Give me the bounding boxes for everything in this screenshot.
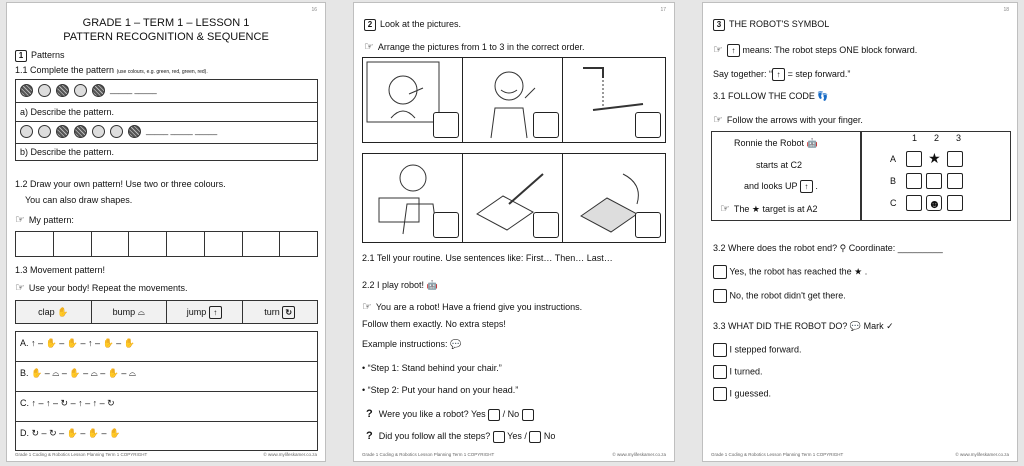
meaning-text: means: The robot steps ONE block forward. xyxy=(742,45,918,55)
col-header-2: 2 xyxy=(934,133,940,143)
pointing-hand-icon: ☞ xyxy=(15,282,25,294)
target-pre: The xyxy=(733,204,750,214)
circle-icon xyxy=(56,125,69,138)
divider xyxy=(16,421,317,422)
circle-icon xyxy=(20,84,33,97)
option-text: I turned. xyxy=(729,366,763,377)
pattern-cell[interactable] xyxy=(243,232,281,256)
pattern-cell[interactable] xyxy=(92,232,130,256)
location-pin-icon: ⚲ xyxy=(839,243,847,253)
move-turn xyxy=(243,301,318,323)
example-step-2: • “Step 2: Put your hand on your head.” xyxy=(362,385,519,395)
move-clap xyxy=(16,301,92,323)
order-box[interactable] xyxy=(533,112,559,138)
move-bump xyxy=(92,301,168,323)
pattern-row-b xyxy=(20,125,217,138)
arrow-up-icon: ↑ xyxy=(800,180,813,193)
grid-cell-c3[interactable] xyxy=(947,195,963,211)
grid-cell-a3[interactable] xyxy=(947,151,963,167)
arrow-up-icon: ↑ xyxy=(209,306,222,319)
footer-left: Grade 1 Coding & Robotics Lesson Planning Term 1 COPYRIGHT xyxy=(15,452,148,457)
row-sequence: ↻ – ↻ – ✋ – ✋ – ✋ xyxy=(31,428,121,438)
my-pattern-text: My pattern: xyxy=(28,215,74,225)
order-box[interactable] xyxy=(635,212,661,238)
stepped-checkbox[interactable] xyxy=(713,343,727,357)
no-checkbox[interactable] xyxy=(529,431,541,443)
robot-icon: ☻ xyxy=(928,196,941,211)
arrow-up-icon: ↑ xyxy=(727,44,740,57)
pointing-hand-icon: ☞ xyxy=(720,203,730,215)
robot-icon: 🤖 xyxy=(806,138,818,148)
movement-row-b xyxy=(20,368,136,379)
movement-row-c xyxy=(20,398,115,409)
q22-instruction-line2: Follow them exactly. No extra steps! xyxy=(362,319,506,329)
footer-right: © www.mylifeskamer.co.za xyxy=(955,452,1009,457)
code-grid-box xyxy=(861,131,1011,221)
steps-question xyxy=(366,430,555,443)
shoe-icon: ⌓ xyxy=(137,306,145,317)
movement-row-d xyxy=(20,428,120,439)
circle-icon xyxy=(74,125,87,138)
movement-rows xyxy=(15,331,318,451)
page-subtitle: PATTERN RECOGNITION & SEQUENCE xyxy=(63,31,269,43)
example-step-1: • “Step 1: Stand behind your chair.” xyxy=(362,363,502,373)
grid-row-b xyxy=(906,172,963,190)
movement-row-a xyxy=(20,338,135,349)
grid-cell-b3[interactable] xyxy=(947,173,963,189)
question-text: 3.2 Where does the robot end? xyxy=(713,243,838,253)
row-label: B. xyxy=(20,368,29,378)
worksheet-page-1 xyxy=(6,2,326,462)
grid-row-a xyxy=(906,150,963,168)
footer-right: © www.mylifeskamer.co.za xyxy=(263,452,317,457)
question-mark-icon: ? xyxy=(366,430,373,442)
section-number: 3 xyxy=(713,19,725,31)
divider xyxy=(16,391,317,392)
option-text: I guessed. xyxy=(729,388,772,399)
target-post: target is at A2 xyxy=(762,204,818,214)
coordinate-blank[interactable]: Coordinate: _________ xyxy=(848,243,943,253)
circle-icon xyxy=(92,125,105,138)
pattern-cell[interactable] xyxy=(280,232,317,256)
pointing-hand-icon: ☞ xyxy=(713,114,723,126)
page-footer xyxy=(15,452,317,457)
my-pattern-label xyxy=(15,213,74,226)
question-mark-icon: ? xyxy=(366,408,373,420)
pattern-row-a xyxy=(20,84,157,97)
divider xyxy=(16,143,317,144)
page-number: 17 xyxy=(660,7,666,13)
turn-icon: ↻ xyxy=(282,306,295,319)
mark-text: Mark ✓ xyxy=(863,321,894,331)
question-text: 2.2 I play robot! xyxy=(362,280,425,290)
pattern-table xyxy=(15,79,318,161)
question-1-3-instruction xyxy=(15,281,187,294)
section-heading xyxy=(713,19,829,31)
question-note: (use colours, e.g. green, red, green, red). xyxy=(116,69,208,75)
circle-icon xyxy=(128,125,141,138)
arrange-instruction xyxy=(364,40,584,53)
pattern-cell[interactable] xyxy=(54,232,92,256)
question-1-1 xyxy=(15,65,208,75)
pointing-hand-icon: ☞ xyxy=(362,301,372,313)
row-sequence: ↑ – ✋ – ✋ – ↑ – ✋ – ✋ xyxy=(31,338,135,348)
q31-instruction xyxy=(713,113,863,126)
footprints-icon: 👣 xyxy=(817,91,829,101)
question-2-1: 2.1 Tell your routine. Use sentences like: First… Then… Last… xyxy=(362,253,613,263)
pattern-cell[interactable] xyxy=(205,232,243,256)
option-reached: Yes, the robot has reached the ★ . xyxy=(713,265,867,279)
footer-right: © www.mylifeskamer.co.za xyxy=(612,452,666,457)
turned-checkbox[interactable] xyxy=(713,365,727,379)
order-box[interactable] xyxy=(533,212,559,238)
footer-left: Grade 1 Coding & Robotics Lesson Planning Term 1 COPYRIGHT xyxy=(362,452,495,457)
symbol-meaning xyxy=(713,43,917,57)
option-guessed xyxy=(713,387,771,401)
my-pattern-grid[interactable] xyxy=(15,231,318,257)
pointing-hand-icon: ☞ xyxy=(15,214,25,226)
row-label: A. xyxy=(20,338,29,348)
page-title: GRADE 1 – TERM 1 – LESSON 1 xyxy=(82,17,250,29)
reached-checkbox[interactable] xyxy=(713,265,727,279)
grid-cell-b1[interactable] xyxy=(906,173,922,189)
say-text: Say together: “ xyxy=(713,68,773,79)
instruction-text: Follow the arrows with your finger. xyxy=(726,115,863,125)
circle-icon xyxy=(92,84,105,97)
option-turned xyxy=(713,365,763,379)
pattern-blanks[interactable]: _____ _____ _____ xyxy=(146,126,218,136)
yes-checkbox[interactable] xyxy=(488,409,500,421)
row-sequence: ↑ – ↑ – ↻ – ↑ – ↑ – ↻ xyxy=(31,398,115,408)
looks-line: and looks UP ↑ . xyxy=(744,180,818,191)
order-box[interactable] xyxy=(433,212,459,238)
speech-bubble-icon: 💬 xyxy=(450,339,462,349)
row-header-b: B xyxy=(890,176,897,186)
star-icon: ★ xyxy=(751,204,760,214)
question-1-2: 1.2 Draw your own pattern! Use two or three colours. xyxy=(15,179,226,189)
ronnie-line xyxy=(734,138,818,149)
section-number: 2 xyxy=(364,19,376,31)
say-text-end: = step forward.” xyxy=(787,68,851,79)
circle-icon xyxy=(56,84,69,97)
row-label: D. xyxy=(20,428,29,438)
instruction-text: You are a robot! Have a friend give you instructions. xyxy=(375,302,583,312)
row-sequence: ✋ – ⌓ – ✋ – ⌓ – ✋ – ⌓ xyxy=(31,368,137,378)
pattern-blanks[interactable]: _____ _____ xyxy=(110,85,157,95)
divider xyxy=(16,121,317,122)
yes-checkbox[interactable] xyxy=(493,431,505,443)
move-label: bump xyxy=(112,307,136,317)
yes-label: Yes / xyxy=(507,431,527,441)
page-footer xyxy=(362,452,666,457)
target-line xyxy=(720,202,818,215)
example-label xyxy=(362,339,461,350)
row-label: C. xyxy=(20,398,29,408)
pattern-cell[interactable] xyxy=(16,232,54,256)
circle-icon xyxy=(38,125,51,138)
row-header-c: C xyxy=(890,198,897,208)
robot-info-box xyxy=(711,131,861,221)
option-text: No, the robot didn't get there. xyxy=(729,290,846,301)
picture-brushing-mirror xyxy=(362,57,464,143)
describe-b: b) Describe the pattern. xyxy=(20,147,115,157)
question-1-3: 1.3 Movement pattern! xyxy=(15,265,106,275)
picture-spreading xyxy=(462,153,564,243)
pattern-cell[interactable] xyxy=(129,232,167,256)
move-label: clap xyxy=(38,307,55,317)
star-icon: ★ xyxy=(854,266,863,277)
robot-question xyxy=(366,408,534,421)
no-checkbox[interactable] xyxy=(522,409,534,421)
question-text: 3.3 WHAT DID THE ROBOT DO? xyxy=(713,321,848,331)
page-number: 18 xyxy=(1003,7,1009,13)
worksheet-page-2 xyxy=(353,2,675,462)
question-3-2 xyxy=(713,243,943,254)
picture-lunchbox xyxy=(362,153,464,243)
no-label: No xyxy=(543,431,556,441)
not-reached-checkbox[interactable] xyxy=(713,289,727,303)
starts-line: starts at C2 xyxy=(756,160,803,170)
clap-hands-icon: ✋ xyxy=(57,306,69,317)
section-heading xyxy=(364,19,461,31)
circle-icon xyxy=(20,125,33,138)
speech-bubble-icon: 💬 xyxy=(849,321,862,331)
section-title: Patterns xyxy=(31,50,65,60)
question-3-3 xyxy=(713,321,894,332)
section-title: THE ROBOT'S SYMBOL xyxy=(729,19,830,29)
q22-instruction xyxy=(362,300,582,313)
star-icon: ★ xyxy=(928,150,941,166)
grid-row-c xyxy=(906,194,963,212)
move-label: jump xyxy=(186,307,207,317)
grid-cell-c1[interactable] xyxy=(906,195,922,211)
ronnie-text: Ronnie the Robot xyxy=(734,138,805,148)
robot-icon: 🤖 xyxy=(426,280,438,290)
section-number: 1 xyxy=(15,50,27,62)
worksheet-page-3 xyxy=(702,2,1018,462)
question-3-1 xyxy=(713,91,829,102)
circle-icon xyxy=(38,84,51,97)
page-number: 16 xyxy=(311,7,317,13)
no-label: / No xyxy=(502,409,520,419)
divider xyxy=(16,361,317,362)
divider xyxy=(16,102,317,103)
grid-cell-a1[interactable] xyxy=(906,151,922,167)
describe-a: a) Describe the pattern. xyxy=(20,107,115,117)
circle-icon xyxy=(110,125,123,138)
option-text: I stepped forward. xyxy=(729,344,802,355)
looks-text: and looks UP xyxy=(744,180,798,191)
section-heading xyxy=(15,50,65,62)
say-together xyxy=(713,68,850,81)
option-not-reached xyxy=(713,289,846,303)
picture-rinsing-brush xyxy=(562,57,666,143)
page-footer xyxy=(711,452,1009,457)
option-text: Yes, the robot has reached the xyxy=(729,266,852,277)
pattern-cell[interactable] xyxy=(167,232,205,256)
instruction-text: Use your body! Repeat the movements. xyxy=(28,283,188,293)
question-2-2 xyxy=(362,280,438,291)
picture-brushing-smile xyxy=(462,57,564,143)
row-header-a: A xyxy=(890,154,897,164)
pointing-hand-icon: ☞ xyxy=(364,41,374,53)
picture-sandwich xyxy=(562,153,666,243)
order-box[interactable] xyxy=(635,112,661,138)
guessed-checkbox[interactable] xyxy=(713,387,727,401)
movement-key xyxy=(15,300,318,324)
option-stepped xyxy=(713,343,802,357)
col-header-3: 3 xyxy=(956,133,962,143)
instruction-text: Arrange the pictures from 1 to 3 in the correct order. xyxy=(377,42,585,52)
question-1-2-line2: You can also draw shapes. xyxy=(25,195,133,205)
section-title: Look at the pictures. xyxy=(380,19,462,29)
footer-left: Grade 1 Coding & Robotics Lesson Planning Term 1 COPYRIGHT xyxy=(711,452,844,457)
example-text: Example instructions: xyxy=(362,339,448,349)
col-header-1: 1 xyxy=(912,133,918,143)
question-text: Did you follow all the steps? xyxy=(378,431,491,441)
question-text: 1.1 Complete the pattern xyxy=(15,65,115,75)
order-box[interactable] xyxy=(433,112,459,138)
question-text: Were you like a robot? Yes xyxy=(378,409,486,419)
circle-icon xyxy=(74,84,87,97)
pointing-hand-icon: ☞ xyxy=(713,44,723,56)
move-jump xyxy=(167,301,243,323)
question-text: 3.1 FOLLOW THE CODE xyxy=(713,91,815,101)
move-label: turn xyxy=(264,307,280,317)
arrow-up-icon: ↑ xyxy=(772,68,785,81)
grid-cell-b2[interactable] xyxy=(926,173,942,189)
